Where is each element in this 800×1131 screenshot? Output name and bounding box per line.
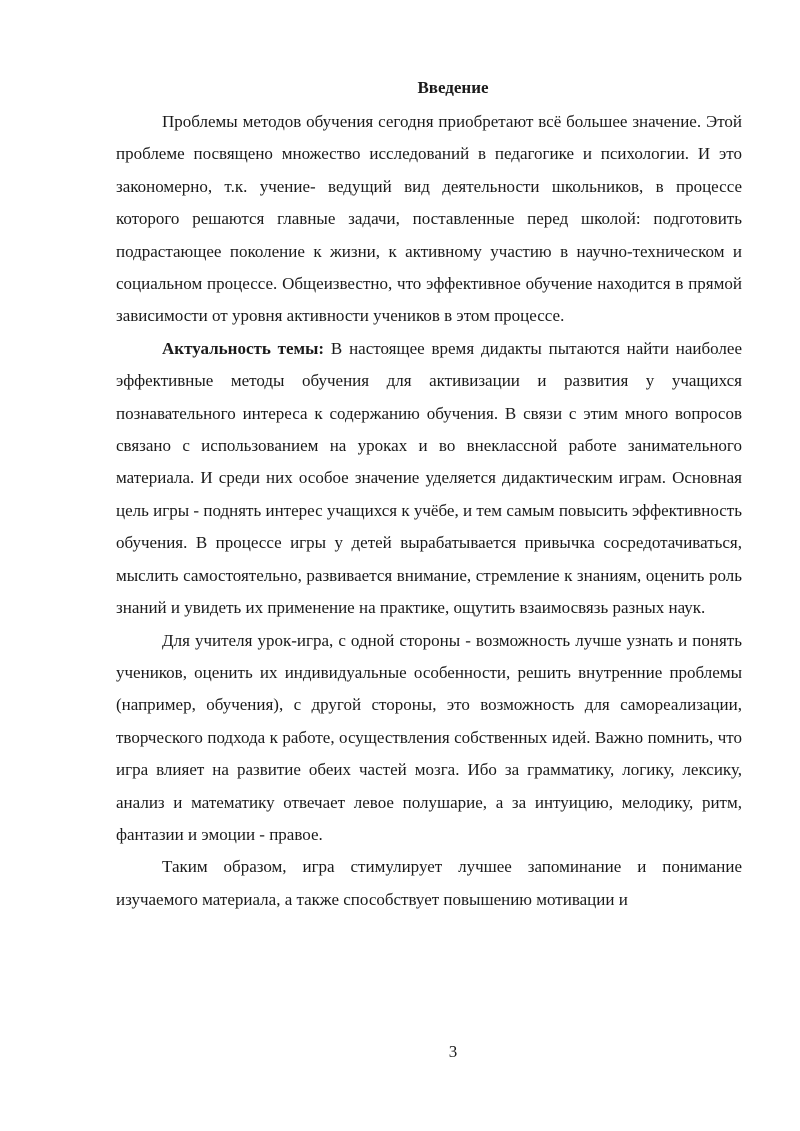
section-title: Введение xyxy=(417,78,489,97)
paragraph-teacher xyxy=(116,625,742,852)
paragraph-text: Проблемы методов обучения сегодня приобретают всё большее значение. Этой проблеме посвящено множество исследований в педагогике и психологии. И это закономерно, т.к. учение- ведущий вид деятельности школьников, в процессе которого решаются главные задачи, поставленные перед школой: подготовить подрастающее поколение к жизни, к активному участию в научно-техническом и социальном процессе. Общеизвестно, что эффективное обучение находится в прямой зависимости от уровня активности учеников в этом процессе. xyxy=(116,112,742,326)
paragraph-relevance xyxy=(116,333,742,625)
page-number: 3 xyxy=(448,1042,458,1061)
body-text xyxy=(116,106,742,916)
paragraph-text: Таким образом, игра стимулирует лучшее запоминание и понимание изучаемого материала, а также способствует повышению мотивации и xyxy=(116,857,742,909)
paragraph-text: В настоящее время дидакты пытаются найти наиболее эффективные методы обучения для активизации и развития у учащихся познавательного интереса к содержанию обучения. В связи с этим много вопросов связано с использованием на уроках и во внеклассной работе занимательного материала. И среди них особое значение уделяется дидактическим играм. Основная цель игры - поднять интерес учащихся к учёбе, и тем самым повысить эффективность обучения. В процессе игры у детей вырабатывается привычка сосредотачиваться, мыслить самостоятельно, развивается внимание, стремление к знаниям, оценить роль знаний и увидеть их применение на практике, ощутить взаимосвязь разных наук. xyxy=(116,338,742,618)
paragraph-text: Для учителя урок-игра, с одной стороны - возможность лучше узнать и понять учеников, оценить их индивидуальные особенности, решить внутренние проблемы (например, обучения), с другой стороны, это возможность для самореализации, творческого подхода к работе, осуществления собственных идей. Важно помнить, что игра влияет на развитие обеих частей мозга. Ибо за грамматику, логику, лексику, анализ и математику отвечает левое полушарие, а за интуицию, мелодику, ритм, фантазии и эмоции - правое. xyxy=(116,630,742,844)
paragraph-conclusion xyxy=(116,851,742,916)
paragraph-intro xyxy=(116,106,742,333)
paragraph-lead-bold: Актуальность темы: xyxy=(162,338,325,358)
